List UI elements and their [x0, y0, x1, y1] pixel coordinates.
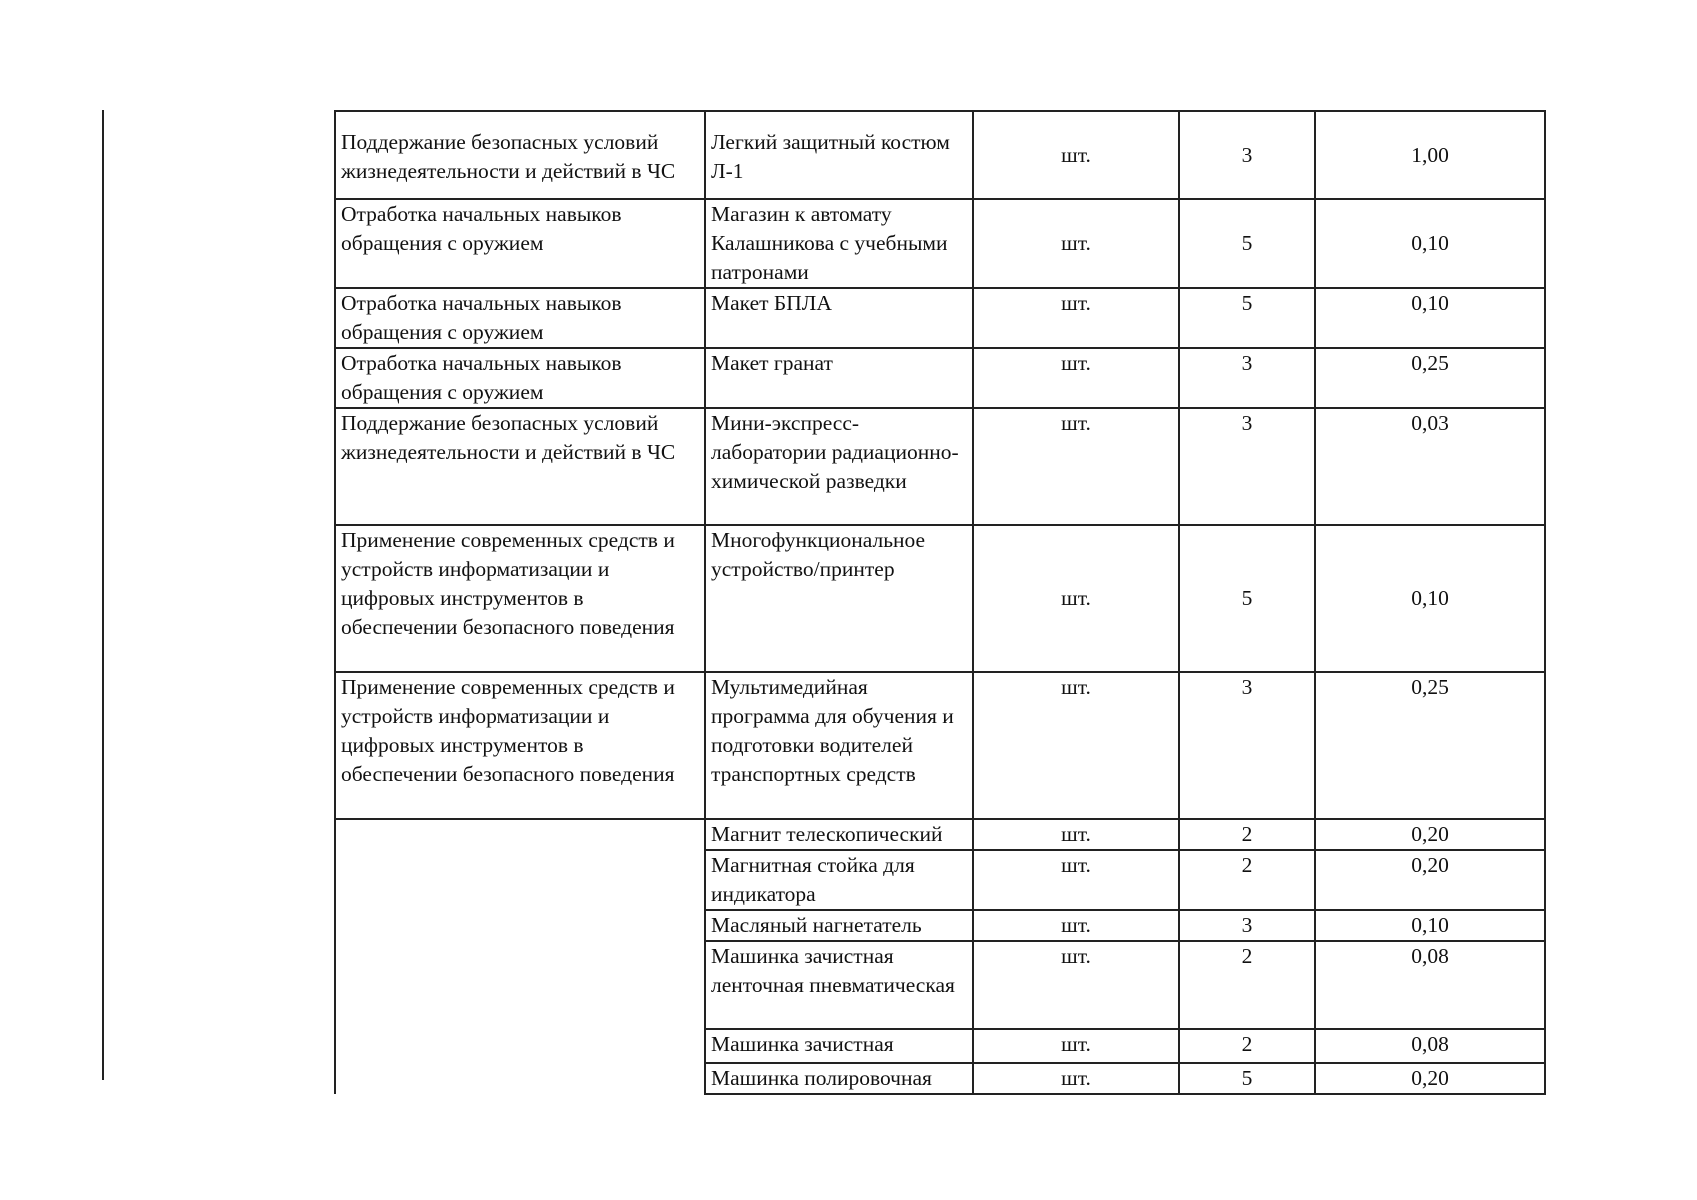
item-cell: Макет БПЛА: [705, 288, 973, 348]
item-cell: Многофункциональное устройство/принтер: [705, 525, 973, 672]
item-cell: Машинка зачистная: [705, 1029, 973, 1063]
item-cell: Мини-экспресс-лаборатории радиационно-химической разведки: [705, 408, 973, 525]
quantity-cell: 3: [1179, 348, 1315, 408]
unit-cell: шт.: [973, 941, 1179, 1029]
item-cell: Машинка зачистная ленточная пневматическая: [705, 941, 973, 1029]
quantity-cell: 3: [1179, 672, 1315, 819]
quantity-cell: 3: [1179, 408, 1315, 525]
quantity-cell: 2: [1179, 819, 1315, 850]
unit-cell: шт.: [973, 408, 1179, 525]
item-cell: Магнитная стойка для индикатора: [705, 850, 973, 910]
coefficient-cell: 0,10: [1315, 525, 1545, 672]
coefficient-cell: 0,03: [1315, 408, 1545, 525]
quantity-cell: 3: [1179, 910, 1315, 941]
equipment-table-container: [334, 110, 1546, 1095]
quantity-cell: 2: [1179, 941, 1315, 1029]
table-row: [335, 288, 1545, 348]
unit-cell: шт.: [973, 525, 1179, 672]
purpose-cell: Поддержание безопасных условий жизнедеятельности и действий в ЧС: [335, 408, 705, 525]
item-cell: Мультимедийная программа для обучения и подготовки водителей транспортных средств: [705, 672, 973, 819]
table-row: [335, 525, 1545, 672]
quantity-cell: 2: [1179, 1029, 1315, 1063]
table-row: [335, 348, 1545, 408]
quantity-cell: 5: [1179, 288, 1315, 348]
item-cell: Магнит телескопический: [705, 819, 973, 850]
unit-cell: шт.: [973, 288, 1179, 348]
coefficient-cell: 0,10: [1315, 910, 1545, 941]
coefficient-cell: 0,08: [1315, 1029, 1545, 1063]
unit-cell: шт.: [973, 910, 1179, 941]
unit-cell: шт.: [973, 1063, 1179, 1094]
unit-cell: шт.: [973, 348, 1179, 408]
purpose-cell-empty: [335, 819, 705, 1094]
item-cell: Машинка полировочная: [705, 1063, 973, 1094]
equipment-table: [334, 110, 1546, 1095]
purpose-cell: Отработка начальных навыков обращения с оружием: [335, 348, 705, 408]
coefficient-cell: 0,20: [1315, 819, 1545, 850]
quantity-cell: 3: [1179, 111, 1315, 199]
quantity-cell: 5: [1179, 1063, 1315, 1094]
purpose-cell: Отработка начальных навыков обращения с оружием: [335, 288, 705, 348]
coefficient-cell: 0,08: [1315, 941, 1545, 1029]
quantity-cell: 2: [1179, 850, 1315, 910]
table-row: [335, 819, 1545, 850]
page-margin-rule: [102, 110, 104, 1080]
coefficient-cell: 0,25: [1315, 672, 1545, 819]
coefficient-cell: 0,20: [1315, 850, 1545, 910]
unit-cell: шт.: [973, 1029, 1179, 1063]
purpose-cell: Отработка начальных навыков обращения с оружием: [335, 199, 705, 288]
purpose-cell: Применение современных средств и устройств информатизации и цифровых инструментов в обеспечении безопасного поведения: [335, 672, 705, 819]
table-row: [335, 199, 1545, 288]
unit-cell: шт.: [973, 850, 1179, 910]
unit-cell: шт.: [973, 672, 1179, 819]
table-row: [335, 408, 1545, 525]
purpose-cell: Поддержание безопасных условий жизнедеятельности и действий в ЧС: [335, 111, 705, 199]
coefficient-cell: 0,10: [1315, 288, 1545, 348]
item-cell: Легкий защитный костюм Л-1: [705, 111, 973, 199]
table-row: [335, 111, 1545, 199]
purpose-cell: Применение современных средств и устройств информатизации и цифровых инструментов в обеспечении безопасного поведения: [335, 525, 705, 672]
unit-cell: шт.: [973, 819, 1179, 850]
item-cell: Макет гранат: [705, 348, 973, 408]
item-cell: Магазин к автомату Калашникова с учебными патронами: [705, 199, 973, 288]
quantity-cell: 5: [1179, 199, 1315, 288]
item-cell: Масляный нагнетатель: [705, 910, 973, 941]
coefficient-cell: 0,10: [1315, 199, 1545, 288]
unit-cell: шт.: [973, 199, 1179, 288]
unit-cell: шт.: [973, 111, 1179, 199]
quantity-cell: 5: [1179, 525, 1315, 672]
coefficient-cell: 1,00: [1315, 111, 1545, 199]
coefficient-cell: 0,25: [1315, 348, 1545, 408]
coefficient-cell: 0,20: [1315, 1063, 1545, 1094]
table-row: [335, 672, 1545, 819]
